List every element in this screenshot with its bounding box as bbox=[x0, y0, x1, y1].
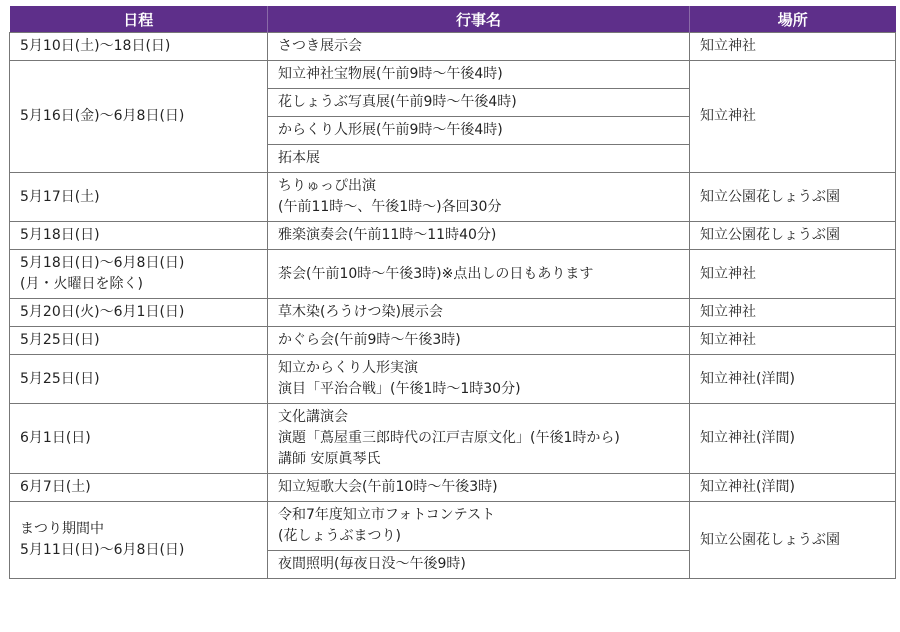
header-event: 行事名 bbox=[268, 6, 690, 33]
header-date: 日程 bbox=[10, 6, 268, 33]
place-cell: 知立神社 bbox=[690, 299, 896, 327]
table-row bbox=[10, 327, 896, 355]
place-cell: 知立神社 bbox=[690, 61, 896, 173]
date-cell: 5月25日(日) bbox=[10, 355, 268, 404]
date-line: 5月11日(日)～6月8日(日) bbox=[20, 542, 185, 558]
date-line: 5月18日(日)～6月8日(日) bbox=[20, 255, 185, 271]
table-row bbox=[10, 502, 896, 551]
date-line: まつり期間中 bbox=[20, 521, 104, 537]
place-cell: 知立神社(洋間) bbox=[690, 404, 896, 474]
date-cell bbox=[10, 502, 268, 579]
table-row bbox=[10, 61, 896, 89]
date-cell: 5月20日(火)～6月1日(日) bbox=[10, 299, 268, 327]
date-cell bbox=[10, 250, 268, 299]
event-cell: さつき展示会 bbox=[268, 33, 690, 61]
event-cell: 知立神社宝物展(午前9時～午後4時) bbox=[268, 61, 690, 89]
event-line: (午前11時～、午後1時～)各回30分 bbox=[278, 199, 502, 215]
event-cell: 花しょうぶ写真展(午前9時～午後4時) bbox=[268, 89, 690, 117]
event-cell bbox=[268, 173, 690, 222]
event-line: (花しょうぶまつり) bbox=[278, 528, 401, 544]
place-cell: 知立公園花しょうぶ園 bbox=[690, 502, 896, 579]
table-header bbox=[10, 6, 896, 33]
date-cell: 5月18日(日) bbox=[10, 222, 268, 250]
event-line: 講師 安原眞琴氏 bbox=[278, 451, 381, 467]
event-cell: からくり人形展(午前9時～午後4時) bbox=[268, 117, 690, 145]
date-cell: 6月7日(土) bbox=[10, 474, 268, 502]
event-cell: 夜間照明(毎夜日没～午後9時) bbox=[268, 551, 690, 579]
date-note: (月・火曜日を除く) bbox=[20, 276, 143, 292]
event-cell: 拓本展 bbox=[268, 145, 690, 173]
date-cell: 6月1日(日) bbox=[10, 404, 268, 474]
event-cell bbox=[268, 355, 690, 404]
table-row bbox=[10, 474, 896, 502]
event-cell: 茶会(午前10時～午後3時)※点出しの日もあります bbox=[268, 250, 690, 299]
table-row bbox=[10, 222, 896, 250]
place-cell: 知立公園花しょうぶ園 bbox=[690, 173, 896, 222]
event-schedule-table bbox=[9, 6, 896, 579]
date-cell: 5月10日(土)～18日(日) bbox=[10, 33, 268, 61]
event-cell: かぐら会(午前9時～午後3時) bbox=[268, 327, 690, 355]
table-row bbox=[10, 173, 896, 222]
date-cell: 5月17日(土) bbox=[10, 173, 268, 222]
place-cell: 知立神社(洋間) bbox=[690, 474, 896, 502]
event-line: 文化講演会 bbox=[278, 409, 348, 425]
date-cell: 5月16日(金)～6月8日(日) bbox=[10, 61, 268, 173]
place-cell: 知立神社(洋間) bbox=[690, 355, 896, 404]
table-row bbox=[10, 250, 896, 299]
place-cell: 知立公園花しょうぶ園 bbox=[690, 222, 896, 250]
table-row bbox=[10, 355, 896, 404]
table-row bbox=[10, 404, 896, 474]
header-place: 場所 bbox=[690, 6, 896, 33]
event-cell: 草木染(ろうけつ染)展示会 bbox=[268, 299, 690, 327]
place-cell: 知立神社 bbox=[690, 250, 896, 299]
event-line: 演題「蔦屋重三郎時代の江戸吉原文化」(午後1時から) bbox=[278, 430, 620, 446]
event-cell: 雅楽演奏会(午前11時～11時40分) bbox=[268, 222, 690, 250]
event-cell bbox=[268, 502, 690, 551]
event-line: 演目「平治合戦」(午後1時～1時30分) bbox=[278, 381, 521, 397]
event-line: 令和7年度知立市フォトコンテスト bbox=[278, 507, 496, 523]
event-cell bbox=[268, 404, 690, 474]
date-cell: 5月25日(日) bbox=[10, 327, 268, 355]
place-cell: 知立神社 bbox=[690, 327, 896, 355]
event-line: ちりゅっぴ出演 bbox=[278, 178, 376, 194]
event-cell: 知立短歌大会(午前10時～午後3時) bbox=[268, 474, 690, 502]
event-line: 知立からくり人形実演 bbox=[278, 360, 418, 376]
table-row bbox=[10, 299, 896, 327]
table-row bbox=[10, 33, 896, 61]
place-cell: 知立神社 bbox=[690, 33, 896, 61]
